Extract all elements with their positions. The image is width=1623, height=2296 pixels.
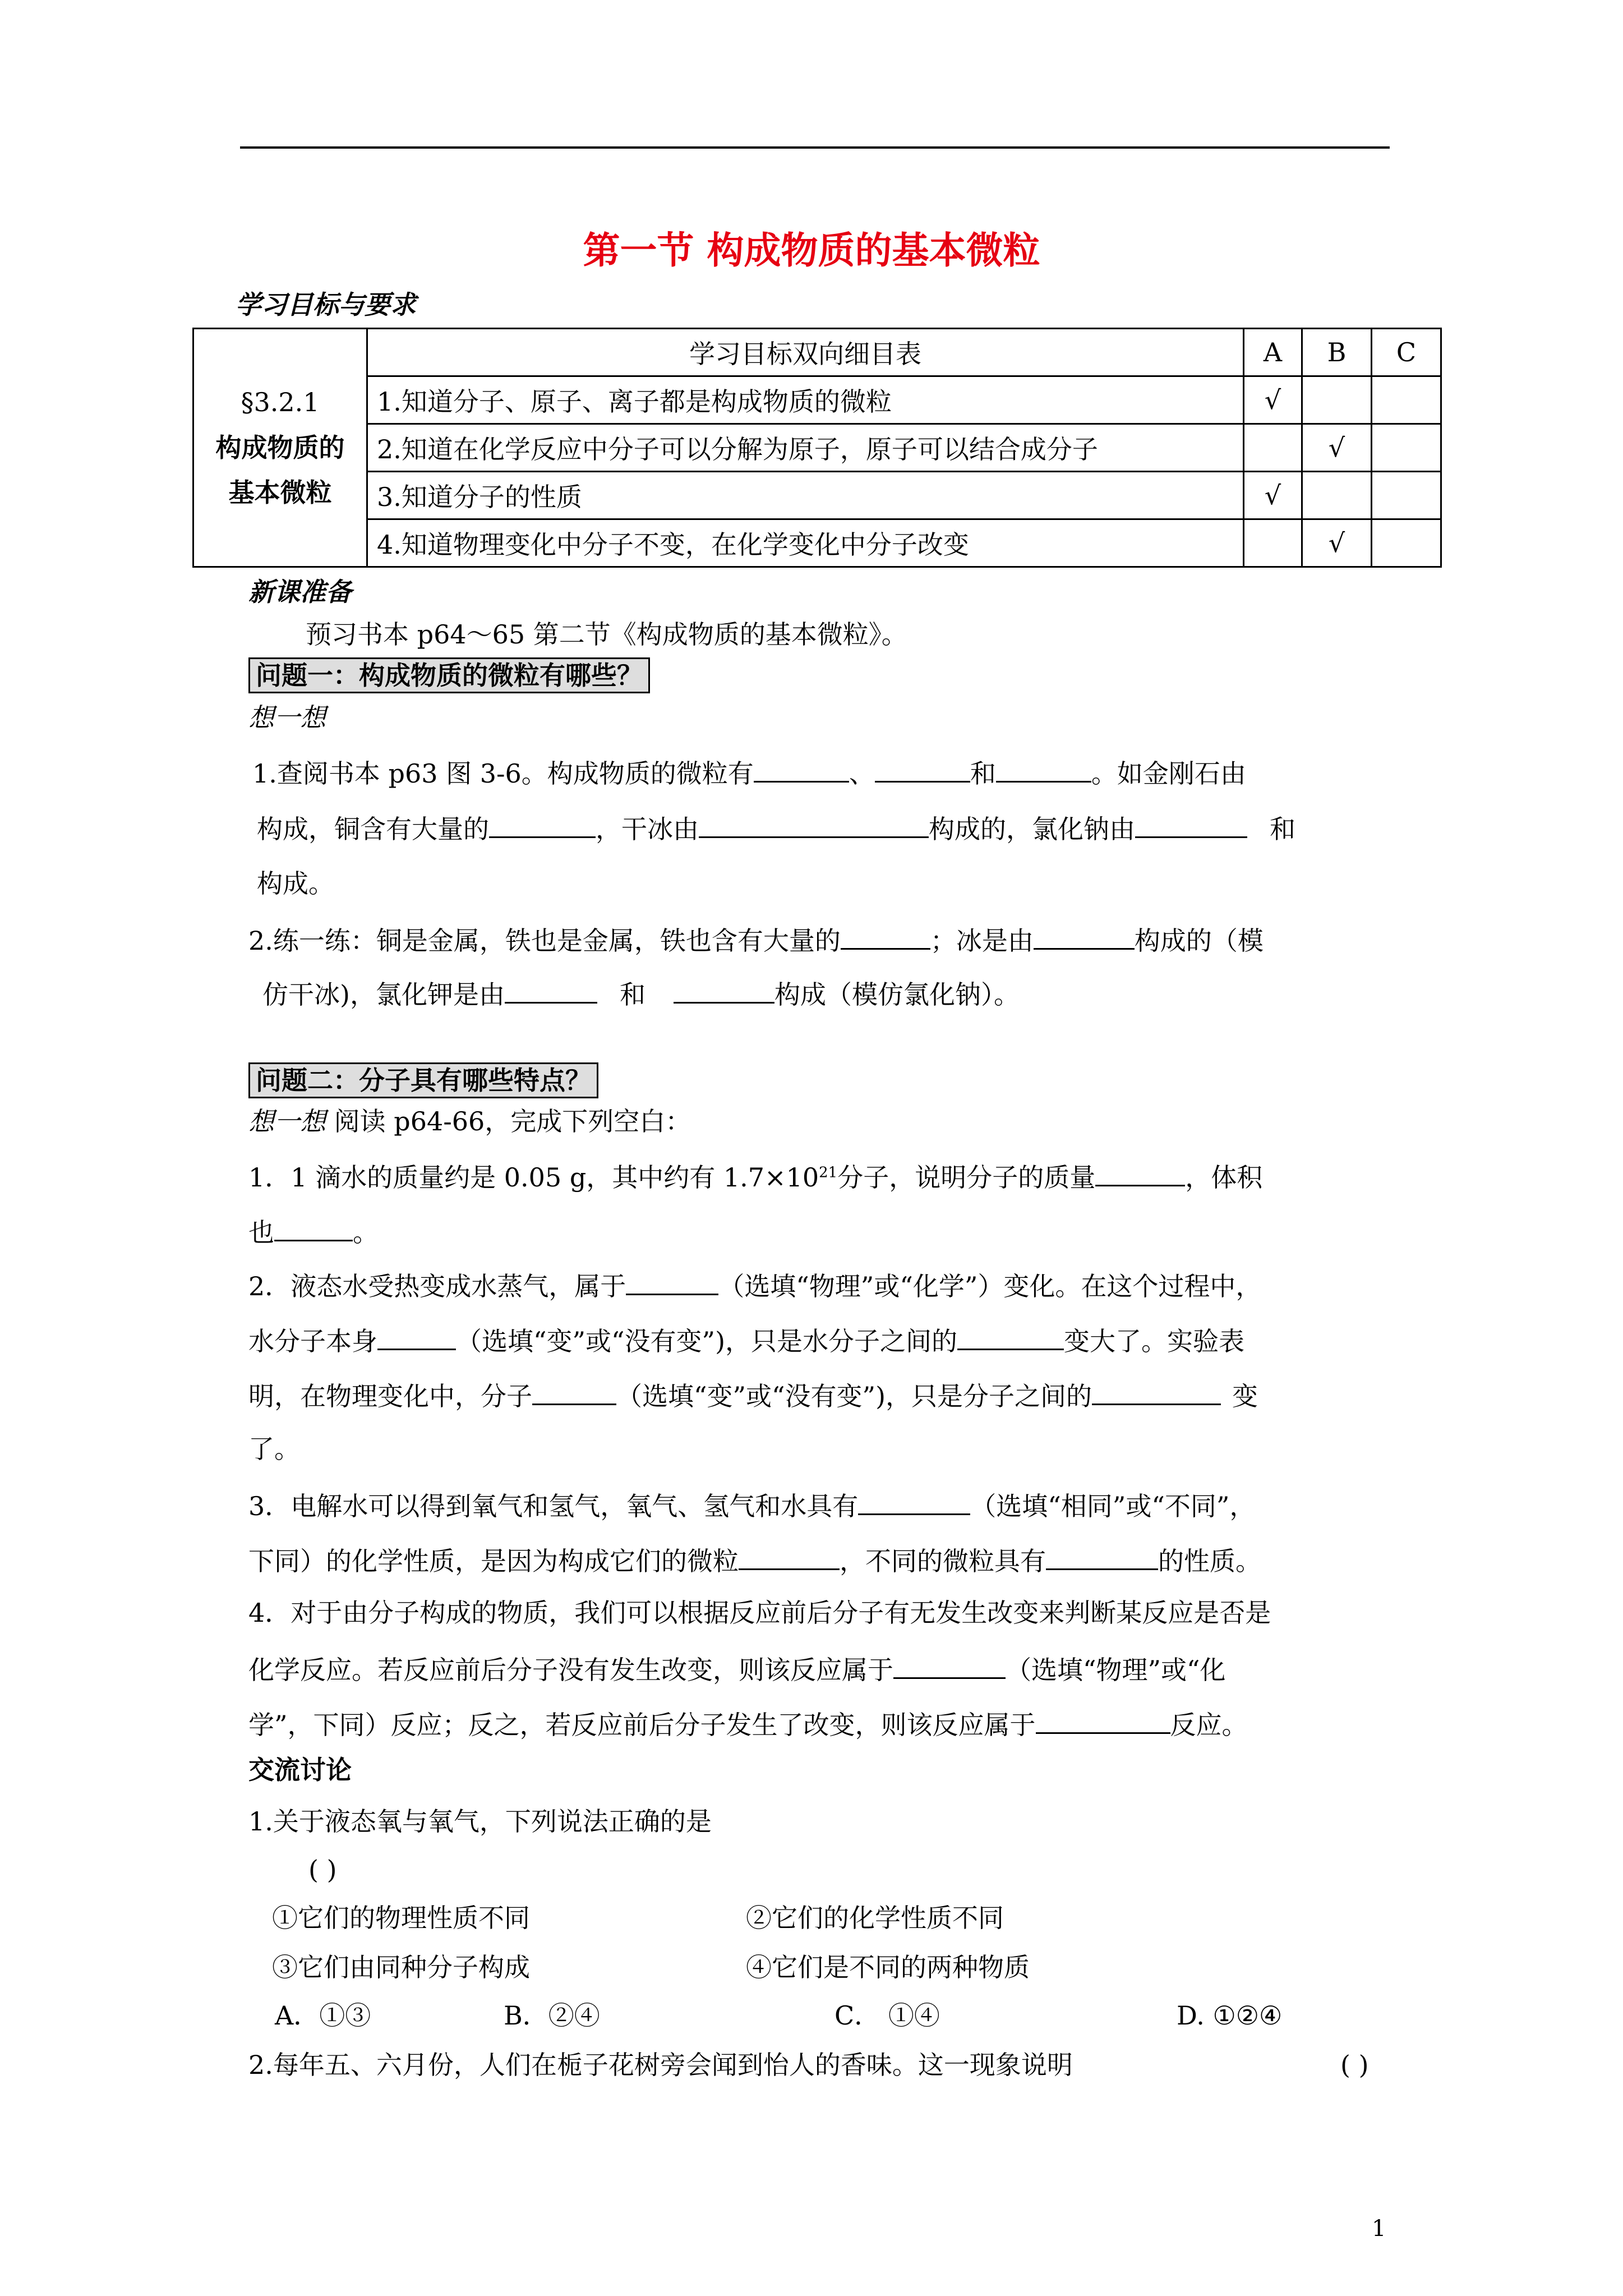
level-c-mark [1372, 376, 1441, 424]
q1-l2-b: ，干冰由 [596, 814, 699, 844]
answer-parentheses-2[interactable]: ( ) [1340, 2050, 1369, 2080]
q2-p3-d: ，不同的微粒具有 [840, 1546, 1046, 1576]
answer-blank[interactable] [739, 1546, 840, 1570]
answer-blank[interactable] [674, 979, 774, 1004]
q1-l1-sep: 、 [849, 758, 875, 789]
prep-heading: 新课准备 [248, 577, 352, 607]
table-row [193, 472, 1441, 519]
page-number: 1 [1372, 2216, 1386, 2242]
col-b-header: B [1302, 329, 1372, 376]
section-cell [193, 329, 367, 567]
answer-blank[interactable] [754, 758, 849, 783]
level-b-mark [1302, 472, 1372, 519]
q1-line-4 [248, 926, 1264, 954]
answer-blank[interactable] [377, 1326, 456, 1350]
objective-text: 2.知道在化学反应中分子可以分解为原子，原子可以结合成分子 [367, 424, 1244, 472]
q2-p2-b: （选填“物理”或“化学”）变化。在这个过程中， [718, 1271, 1262, 1301]
answer-blank[interactable] [875, 758, 970, 783]
q2-p2-line4: 了。 [248, 1434, 300, 1464]
q1-l2-text: 构成，铜含有大量的 [257, 814, 489, 844]
level-a-mark [1244, 519, 1302, 567]
answer-blank[interactable] [1095, 1162, 1185, 1186]
prep-text: 预习书本 p64～65 第二节《构成物质的基本微粒》。 [306, 619, 907, 650]
q1-line-3: 构成。 [257, 868, 334, 899]
table-row [193, 519, 1441, 567]
q2-p3-c: 下同）的化学性质，是因为构成它们的微粒 [248, 1546, 739, 1576]
section-goals-heading: 学习目标与要求 [236, 289, 416, 320]
q2-p3-line2 [248, 1546, 1261, 1574]
level-c-mark [1372, 519, 1441, 567]
level-b-mark: √ [1302, 424, 1372, 472]
header-rule [240, 146, 1390, 149]
objective-text: 1.知道分子、原子、离子都是构成物质的微粒 [367, 376, 1244, 424]
answer-blank[interactable] [489, 814, 596, 838]
q2-intro-line [248, 1106, 691, 1137]
page-title: 第一节 构成物质的基本微粒 [583, 228, 1040, 272]
level-a-mark [1244, 424, 1302, 472]
q2-p2-h: 变 [1232, 1381, 1258, 1411]
mc-question-2: 2.每年五、六月份，人们在栀子花树旁会闻到怡人的香味。这一现象说明 [248, 2050, 1073, 2080]
q1-l4-b: ；冰是由 [930, 926, 1034, 956]
table-row [193, 424, 1441, 472]
q2-p3-a: 3．电解水可以得到氧气和氢气，氧气、氢气和水具有 [248, 1491, 859, 1521]
q1-l1-text: 1.查阅书本 p63 图 3-6。构成物质的微粒有 [252, 758, 754, 789]
level-c-mark [1372, 472, 1441, 519]
answer-blank[interactable] [274, 1217, 353, 1241]
section-code: §3.2.1 [241, 387, 320, 418]
q1-l2-d: 和 [1270, 814, 1295, 844]
objective-text: 4.知道物理变化中分子不变，在化学变化中分子改变 [367, 519, 1244, 567]
answer-blank[interactable] [1036, 1710, 1170, 1734]
think-label-1: 想一想 [248, 702, 326, 733]
level-a-mark: √ [1244, 472, 1302, 519]
answer-blank[interactable] [626, 1271, 718, 1295]
statement-1: ①它们的物理性质不同 [272, 1903, 530, 1933]
choice-a[interactable]: A．①③ [275, 2000, 371, 2031]
answer-parentheses-1[interactable]: ( ) [308, 1855, 337, 1885]
objective-text: 3.知道分子的性质 [367, 472, 1244, 519]
table-header-row [193, 329, 1441, 376]
q2-p4-line1: 4．对于由分子构成的物质，我们可以根据反应前后分子有无发生改变来判断某反应是否是 [248, 1598, 1271, 1628]
answer-blank[interactable] [699, 814, 929, 838]
section-name-line2: 基本微粒 [228, 477, 332, 508]
q2-p1-text: 1．1 滴水的质量约是 0.05 g，其中约有 1.7×10 [248, 1162, 819, 1193]
think-label-2: 想一想 [248, 1106, 326, 1137]
statement-2: ②它们的化学性质不同 [746, 1903, 1004, 1933]
q2-p2-line3 [248, 1381, 1258, 1409]
q2-p2-c: 水分子本身 [248, 1326, 377, 1356]
statement-3: ③它们由同种分子构成 [272, 1952, 530, 1982]
table-header: 学习目标双向细目表 [367, 329, 1244, 376]
q1-l4-c: 构成的（模 [1134, 926, 1264, 956]
level-b-mark [1302, 376, 1372, 424]
q1-l1-end: 。如金刚石由 [1091, 758, 1246, 789]
q1-line-5 [262, 979, 1020, 1010]
q2-p2-e: 变大了。实验表 [1064, 1326, 1245, 1356]
question-two-title: 问题二：分子具有哪些特点？ [248, 1062, 598, 1098]
q1-line-2 [257, 814, 1295, 842]
answer-blank[interactable] [858, 1491, 970, 1515]
q2-p4-e: 反应。 [1170, 1710, 1248, 1740]
discussion-heading: 交流讨论 [248, 1755, 352, 1785]
q1-l5-end: 构成（模仿氯化钠）。 [774, 979, 1020, 1010]
q2-p4-line2 [248, 1655, 1226, 1683]
question-one-title: 问题一：构成物质的微粒有哪些？ [248, 657, 650, 693]
q2-p3-e: 的性质。 [1158, 1546, 1261, 1576]
q2-p4-line3 [248, 1710, 1248, 1738]
q2-p3-line1 [248, 1491, 1255, 1519]
q2-p4-b: 化学反应。若反应前后分子没有发生改变，则该反应属于 [248, 1655, 893, 1685]
q2-p1-b: 分子，说明分子的质量 [837, 1162, 1096, 1193]
level-b-mark: √ [1302, 519, 1372, 567]
q1-line-1 [252, 758, 1246, 789]
q2-p1-d: 也 [248, 1217, 274, 1248]
q2-p4-d: 学”，下同）反应；反之，若反应前后分子发生了改变，则该反应属于 [248, 1710, 1036, 1740]
q2-intro: 阅读 p64-66，完成下列空白： [334, 1106, 691, 1137]
q2-p2-a: 2．液态水受热变成水蒸气，属于 [248, 1271, 626, 1301]
answer-blank[interactable] [532, 1381, 616, 1405]
col-c-header: C [1372, 329, 1441, 376]
q2-p1-line2 [248, 1217, 379, 1248]
q2-p4-c: （选填“物理”或“化 [1006, 1655, 1226, 1685]
statement-4: ④它们是不同的两种物质 [746, 1952, 1030, 1982]
q1-l5-text: 仿干冰)，氯化钾是由 [262, 979, 505, 1010]
q2-p3-b: （选填“相同”或“不同”， [970, 1491, 1256, 1521]
mc-question-1: 1.关于液态氧与氧气，下列说法正确的是 [248, 1806, 712, 1837]
answer-blank[interactable] [1135, 814, 1247, 838]
q2-p2-f: 明，在物理变化中，分子 [248, 1381, 532, 1411]
exponent: 21 [819, 1164, 838, 1181]
choice-b[interactable]: B．②④ [504, 2000, 600, 2031]
table-row [193, 376, 1441, 424]
choice-c[interactable]: C． ①④ [834, 2000, 940, 2031]
answer-blank[interactable] [1092, 1381, 1221, 1405]
level-a-mark: √ [1244, 376, 1302, 424]
col-a-header: A [1244, 329, 1302, 376]
q2-p1-line1 [248, 1162, 1263, 1193]
q2-p1-e: 。 [353, 1217, 379, 1248]
answer-blank[interactable] [996, 758, 1091, 783]
q2-p1-c: ，体积 [1185, 1162, 1263, 1193]
answer-blank[interactable] [893, 1655, 1006, 1679]
q2-p2-g: （选填“变”或“没有变”)，只是分子之间的 [616, 1381, 1092, 1411]
choice-d[interactable]: D. ①②④ [1177, 2000, 1283, 2031]
q1-l5-and: 和 [619, 979, 645, 1010]
answer-blank[interactable] [1034, 926, 1135, 950]
answer-blank[interactable] [505, 979, 597, 1004]
level-c-mark [1372, 424, 1441, 472]
q2-p2-d: （选填“变”或“没有变”)，只是水分子之间的 [456, 1326, 958, 1356]
objectives-table [192, 328, 1442, 568]
answer-blank[interactable] [841, 926, 930, 950]
answer-blank[interactable] [957, 1326, 1064, 1350]
answer-blank[interactable] [1046, 1546, 1158, 1570]
q1-l4-text: 2.练一练：铜是金属，铁也是金属，铁也含有大量的 [248, 926, 841, 956]
q1-l2-c: 构成的，氯化钠由 [929, 814, 1135, 844]
q2-p2-line2 [248, 1326, 1244, 1354]
q1-l1-and: 和 [970, 758, 996, 789]
section-name-line1: 构成物质的 [215, 432, 345, 463]
q2-p2-line1 [248, 1271, 1261, 1299]
